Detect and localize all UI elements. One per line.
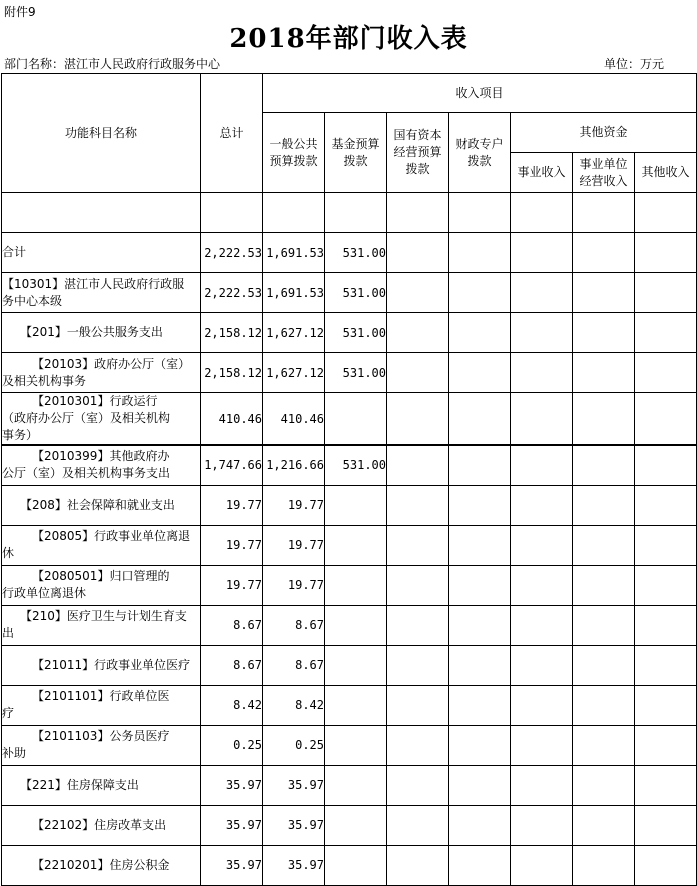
attachment-label: 附件9	[4, 5, 36, 19]
row-total: 2,158.12	[201, 313, 263, 353]
table-row	[2, 645, 697, 685]
row-total: 19.77	[201, 525, 263, 565]
row-fiscal-special	[449, 353, 511, 393]
row-fund-budget	[325, 565, 387, 605]
row-other-income	[635, 845, 697, 885]
header-other-funds: 其他资金	[511, 113, 697, 153]
row-general-budget: 1,627.12	[263, 313, 325, 353]
row-state-capital	[387, 273, 449, 313]
header-general-budget: 一般公共 预算拨款	[263, 113, 325, 193]
row-business-unit-operating	[573, 273, 635, 313]
row-total: 19.77	[201, 565, 263, 605]
row-other-income	[635, 273, 697, 313]
page-title: 2018年部门收入表	[229, 24, 468, 54]
row-business-income	[511, 353, 573, 393]
row-fund-budget: 531.00	[325, 353, 387, 393]
table-row	[2, 485, 697, 525]
row-function-name: 合计	[2, 233, 201, 273]
row-function-name: 【2010399】其他政府办 公厅（室）及相关机构事务支出	[2, 445, 201, 485]
row-business-income	[511, 845, 573, 885]
row-fund-budget	[325, 605, 387, 645]
header-income-items: 收入项目	[263, 74, 697, 113]
row-state-capital	[387, 525, 449, 565]
row-general-budget: 1,627.12	[263, 353, 325, 393]
row-business-income	[511, 393, 573, 446]
row-state-capital	[387, 685, 449, 725]
row-function-name: 【2080501】归口管理的 行政单位离退休	[2, 565, 201, 605]
row-business-income	[511, 565, 573, 605]
row-function-name: 【20805】行政事业单位离退 休	[2, 525, 201, 565]
row-state-capital	[387, 845, 449, 885]
row-state-capital	[387, 445, 449, 485]
row-business-unit-operating	[573, 233, 635, 273]
row-state-capital	[387, 485, 449, 525]
row-business-unit-operating	[573, 353, 635, 393]
row-business-income	[511, 605, 573, 645]
row-fund-budget: 531.00	[325, 313, 387, 353]
row-business-income	[511, 525, 573, 565]
row-fiscal-special	[449, 805, 511, 845]
row-fund-budget	[325, 485, 387, 525]
table-row	[2, 685, 697, 725]
row-state-capital	[387, 393, 449, 446]
row-business-unit-operating	[573, 525, 635, 565]
table-row	[2, 445, 697, 485]
row-business-unit-operating	[573, 565, 635, 605]
row-fund-budget	[325, 805, 387, 845]
row-fund-budget	[325, 393, 387, 446]
row-other-income	[635, 313, 697, 353]
row-state-capital	[387, 565, 449, 605]
row-general-budget: 1,691.53	[263, 273, 325, 313]
row-fund-budget	[325, 645, 387, 685]
row-business-unit-operating	[573, 645, 635, 685]
row-total: 1,747.66	[201, 445, 263, 485]
row-other-income	[635, 393, 697, 446]
row-state-capital	[387, 765, 449, 805]
row-general-budget: 19.77	[263, 485, 325, 525]
row-function-name: 【201】一般公共服务支出	[2, 313, 201, 353]
row-state-capital	[387, 645, 449, 685]
table-row	[2, 725, 697, 765]
row-business-unit-operating	[573, 445, 635, 485]
table-row	[2, 273, 697, 313]
row-fiscal-special	[449, 525, 511, 565]
row-general-budget: 8.67	[263, 645, 325, 685]
row-total: 8.67	[201, 605, 263, 645]
row-fund-budget	[325, 685, 387, 725]
row-state-capital	[387, 353, 449, 393]
header-fiscal-special: 财政专户 拨款	[449, 113, 511, 193]
row-fund-budget: 531.00	[325, 273, 387, 313]
row-fiscal-special	[449, 445, 511, 485]
table-row	[2, 565, 697, 605]
header-total: 总计	[201, 74, 263, 193]
row-fiscal-special	[449, 233, 511, 273]
row-fund-budget: 531.00	[325, 445, 387, 485]
row-other-income	[635, 353, 697, 393]
row-other-income	[635, 805, 697, 845]
row-fiscal-special	[449, 765, 511, 805]
table-row	[2, 805, 697, 845]
row-business-income	[511, 313, 573, 353]
table-row	[2, 605, 697, 645]
row-fiscal-special	[449, 393, 511, 446]
row-fiscal-special	[449, 273, 511, 313]
row-total: 35.97	[201, 845, 263, 885]
row-business-income	[511, 805, 573, 845]
row-general-budget: 0.25	[263, 725, 325, 765]
row-business-unit-operating	[573, 765, 635, 805]
table-row	[2, 353, 697, 393]
row-fiscal-special	[449, 605, 511, 645]
blank-row	[2, 193, 697, 233]
row-state-capital	[387, 233, 449, 273]
row-business-income	[511, 685, 573, 725]
row-total: 0.25	[201, 725, 263, 765]
row-business-unit-operating	[573, 605, 635, 645]
row-total: 35.97	[201, 765, 263, 805]
row-business-income	[511, 273, 573, 313]
row-general-budget: 35.97	[263, 805, 325, 845]
row-function-name: 【210】医疗卫生与计划生育支 出	[2, 605, 201, 645]
header-other-income: 其他收入	[635, 153, 697, 193]
table-row	[2, 393, 697, 446]
row-fund-budget	[325, 525, 387, 565]
row-business-income	[511, 485, 573, 525]
row-general-budget: 8.42	[263, 685, 325, 725]
row-other-income	[635, 485, 697, 525]
row-function-name: 【2010301】行政运行 （政府办公厅（室）及相关机构 事务）	[2, 393, 201, 446]
header-function-name: 功能科目名称	[2, 74, 201, 193]
row-other-income	[635, 685, 697, 725]
row-function-name: 【21011】行政事业单位医疗	[2, 645, 201, 685]
row-other-income	[635, 233, 697, 273]
row-fiscal-special	[449, 845, 511, 885]
row-business-unit-operating	[573, 485, 635, 525]
row-state-capital	[387, 313, 449, 353]
row-business-unit-operating	[573, 805, 635, 845]
row-general-budget: 1,216.66	[263, 445, 325, 485]
row-fund-budget	[325, 765, 387, 805]
row-business-income	[511, 445, 573, 485]
row-other-income	[635, 725, 697, 765]
table-row	[2, 233, 697, 273]
header-business-income: 事业收入	[511, 153, 573, 193]
row-fiscal-special	[449, 313, 511, 353]
income-table	[1, 73, 697, 886]
row-function-name: 【2101103】公务员医疗 补助	[2, 725, 201, 765]
row-total: 2,158.12	[201, 353, 263, 393]
row-other-income	[635, 605, 697, 645]
row-business-income	[511, 725, 573, 765]
row-state-capital	[387, 605, 449, 645]
row-other-income	[635, 445, 697, 485]
row-total: 2,222.53	[201, 273, 263, 313]
row-business-unit-operating	[573, 393, 635, 446]
row-business-unit-operating	[573, 685, 635, 725]
row-general-budget: 19.77	[263, 525, 325, 565]
row-function-name: 【221】住房保障支出	[2, 765, 201, 805]
row-business-unit-operating	[573, 845, 635, 885]
row-business-income	[511, 765, 573, 805]
row-fund-budget: 531.00	[325, 233, 387, 273]
row-total: 35.97	[201, 805, 263, 845]
table-row	[2, 313, 697, 353]
table-row	[2, 845, 697, 885]
row-fiscal-special	[449, 645, 511, 685]
header-fund-budget: 基金预算 拨款	[325, 113, 387, 193]
table-row	[2, 525, 697, 565]
row-total: 8.42	[201, 685, 263, 725]
row-other-income	[635, 565, 697, 605]
row-function-name: 【10301】湛江市人民政府行政服 务中心本级	[2, 273, 201, 313]
table-row	[2, 765, 697, 805]
row-total: 19.77	[201, 485, 263, 525]
row-function-name: 【22102】住房改革支出	[2, 805, 201, 845]
department-label: 部门名称：湛江市人民政府行政服务中心	[4, 57, 221, 71]
row-general-budget: 19.77	[263, 565, 325, 605]
unit-label: 单位：万元	[604, 57, 665, 71]
row-function-name: 【208】社会保障和就业支出	[2, 485, 201, 525]
row-general-budget: 8.67	[263, 605, 325, 645]
row-other-income	[635, 765, 697, 805]
header-business-unit-operating: 事业单位 经营收入	[573, 153, 635, 193]
row-total: 2,222.53	[201, 233, 263, 273]
row-function-name: 【20103】政府办公厅（室） 及相关机构事务	[2, 353, 201, 393]
row-fiscal-special	[449, 685, 511, 725]
header-state-capital: 国有资本 经营预算 拨款	[387, 113, 449, 193]
row-business-income	[511, 645, 573, 685]
row-general-budget: 35.97	[263, 765, 325, 805]
row-state-capital	[387, 725, 449, 765]
row-general-budget: 35.97	[263, 845, 325, 885]
row-fund-budget	[325, 725, 387, 765]
row-state-capital	[387, 805, 449, 845]
row-general-budget: 410.46	[263, 393, 325, 446]
row-total: 410.46	[201, 393, 263, 446]
row-function-name: 【2210201】住房公积金	[2, 845, 201, 885]
row-general-budget: 1,691.53	[263, 233, 325, 273]
row-fund-budget	[325, 845, 387, 885]
row-fiscal-special	[449, 565, 511, 605]
row-fiscal-special	[449, 485, 511, 525]
row-business-unit-operating	[573, 313, 635, 353]
row-business-unit-operating	[573, 725, 635, 765]
row-function-name: 【2101101】行政单位医 疗	[2, 685, 201, 725]
row-other-income	[635, 525, 697, 565]
row-fiscal-special	[449, 725, 511, 765]
row-business-income	[511, 233, 573, 273]
row-other-income	[635, 645, 697, 685]
row-total: 8.67	[201, 645, 263, 685]
